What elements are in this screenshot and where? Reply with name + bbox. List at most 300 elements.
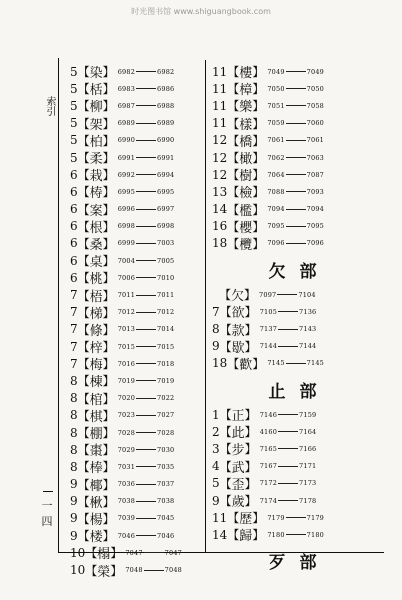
bracket-close: 】 bbox=[252, 202, 265, 217]
range-to: 7179 bbox=[306, 513, 325, 522]
entry-character: 楊 bbox=[89, 512, 103, 528]
entry-character: 歪 bbox=[231, 477, 245, 493]
range-to: 7030 bbox=[157, 445, 175, 454]
bracket-open: 【 bbox=[219, 476, 232, 491]
entry-range bbox=[260, 445, 317, 453]
entry-range bbox=[118, 119, 175, 127]
bracket-open: 【 bbox=[219, 425, 232, 440]
entry-range bbox=[267, 222, 324, 230]
entry-character: 樟 bbox=[239, 83, 253, 99]
range-leader bbox=[136, 398, 156, 399]
stroke-count: 11 bbox=[212, 81, 228, 96]
stroke-count: 5 bbox=[70, 133, 78, 148]
range-from: 7165 bbox=[259, 444, 278, 453]
index-entry bbox=[70, 166, 202, 183]
entry-character: 歇 bbox=[231, 340, 245, 356]
bracket-close: 】 bbox=[244, 494, 257, 509]
bracket-close: 】 bbox=[110, 546, 123, 561]
range-leader bbox=[278, 431, 298, 432]
index-entry bbox=[70, 493, 202, 510]
range-from: 7167 bbox=[259, 462, 278, 471]
range-from: 7029 bbox=[117, 445, 136, 454]
entry-range bbox=[260, 411, 317, 419]
entry-character: 棗 bbox=[89, 444, 103, 460]
stroke-count: 5 bbox=[70, 98, 78, 113]
entry-character: 檢 bbox=[239, 186, 253, 202]
range-from: 7097 bbox=[259, 290, 277, 299]
range-from: 6982 bbox=[117, 67, 136, 76]
index-entry bbox=[212, 440, 377, 457]
entry-range bbox=[118, 85, 175, 93]
bracket-close: 】 bbox=[102, 408, 115, 423]
bracket-open: 【 bbox=[77, 477, 90, 492]
stroke-count: 11 bbox=[212, 64, 228, 79]
index-entry bbox=[212, 235, 377, 252]
bracket-close: 】 bbox=[244, 305, 257, 320]
range-leader bbox=[136, 380, 156, 381]
bracket-close: 】 bbox=[102, 288, 115, 303]
bracket-close: 】 bbox=[244, 425, 257, 440]
index-entry bbox=[70, 286, 202, 303]
range-to: 6994 bbox=[157, 170, 175, 179]
range-from: 7179 bbox=[267, 513, 285, 522]
entry-character: 案 bbox=[89, 203, 103, 219]
page-number-rule bbox=[43, 491, 53, 492]
range-leader bbox=[136, 363, 156, 364]
range-from: 6989 bbox=[117, 119, 136, 128]
bracket-open: 【 bbox=[77, 305, 90, 320]
range-from: 7046 bbox=[117, 531, 136, 540]
range-to: 7048 bbox=[164, 566, 183, 575]
stroke-count: 18 bbox=[212, 356, 228, 371]
section-qian-entries bbox=[212, 286, 377, 372]
entry-range bbox=[118, 154, 175, 162]
entry-character: 架 bbox=[89, 117, 103, 133]
bracket-close: 】 bbox=[252, 65, 265, 80]
index-entry bbox=[212, 80, 377, 97]
entry-character: 歡 bbox=[239, 357, 253, 373]
index-entry bbox=[70, 338, 202, 355]
range-to: 7104 bbox=[298, 290, 316, 299]
section-heading-dai: 歹部 bbox=[268, 553, 331, 573]
entry-character: 棟 bbox=[89, 375, 103, 391]
entry-character: 栽 bbox=[89, 169, 103, 185]
range-from: 7096 bbox=[267, 239, 285, 248]
range-leader bbox=[136, 174, 156, 175]
entry-range bbox=[118, 239, 175, 247]
range-leader bbox=[286, 243, 306, 244]
entry-character: 梅 bbox=[89, 358, 103, 374]
index-entry bbox=[70, 218, 202, 235]
index-entry bbox=[70, 63, 202, 80]
range-from: 6992 bbox=[117, 170, 136, 179]
entry-character: 樣 bbox=[239, 117, 253, 133]
range-from: 6991 bbox=[117, 153, 136, 162]
range-from: 7004 bbox=[117, 256, 136, 265]
stroke-count: 8 bbox=[70, 408, 78, 423]
range-from: 6990 bbox=[117, 136, 136, 145]
index-entry bbox=[212, 303, 377, 320]
entry-character: 梓 bbox=[89, 341, 103, 357]
entry-character: 正 bbox=[231, 409, 245, 425]
entry-range bbox=[118, 411, 175, 419]
bracket-open: 【 bbox=[219, 305, 232, 320]
range-leader bbox=[136, 535, 156, 536]
index-entry bbox=[70, 252, 202, 269]
bracket-open: 【 bbox=[227, 99, 240, 114]
range-leader bbox=[136, 209, 156, 210]
entry-character: 棒 bbox=[89, 461, 103, 477]
bracket-open: 【 bbox=[227, 356, 240, 371]
entry-character: 桌 bbox=[89, 255, 103, 271]
range-to: 7047 bbox=[164, 548, 183, 557]
bracket-open: 【 bbox=[77, 443, 90, 458]
column-separator bbox=[205, 60, 206, 552]
range-to: 7136 bbox=[299, 307, 317, 316]
range-from: 7062 bbox=[267, 153, 285, 162]
bracket-close: 】 bbox=[102, 477, 115, 492]
range-leader bbox=[144, 570, 164, 571]
index-entry bbox=[212, 201, 377, 218]
entry-range bbox=[118, 102, 175, 110]
entry-range bbox=[118, 222, 175, 230]
range-from: 7048 bbox=[125, 566, 143, 575]
stroke-count: 7 bbox=[70, 356, 78, 371]
stroke-count: 9 bbox=[70, 494, 78, 509]
range-leader bbox=[136, 71, 156, 72]
range-leader bbox=[136, 449, 156, 450]
bracket-open: 【 bbox=[219, 322, 232, 337]
entry-character: 棋 bbox=[89, 409, 103, 425]
stroke-count: 7 bbox=[212, 304, 220, 319]
range-leader bbox=[278, 311, 298, 312]
index-entry bbox=[70, 355, 202, 372]
section-heading-qian: 欠部 bbox=[268, 261, 331, 282]
index-entry bbox=[212, 492, 377, 509]
bracket-open: 【 bbox=[219, 459, 232, 474]
range-to: 7018 bbox=[157, 359, 175, 368]
bracket-close: 】 bbox=[252, 236, 265, 251]
range-from: 7088 bbox=[267, 187, 285, 196]
stroke-count: 9 bbox=[70, 477, 78, 492]
bracket-open: 【 bbox=[219, 288, 232, 303]
bracket-close: 】 bbox=[102, 494, 115, 509]
index-entry bbox=[70, 527, 202, 544]
bracket-close: 】 bbox=[252, 99, 265, 114]
entry-range bbox=[267, 68, 324, 76]
bracket-close: 】 bbox=[244, 288, 257, 303]
entry-range bbox=[118, 360, 175, 368]
bracket-close: 】 bbox=[244, 442, 257, 457]
index-entry bbox=[212, 355, 377, 372]
index-entry bbox=[70, 183, 202, 200]
range-from: 7020 bbox=[117, 394, 136, 403]
entry-character: 樹 bbox=[239, 169, 253, 185]
entry-character: 柔 bbox=[89, 152, 103, 168]
bracket-close: 】 bbox=[102, 391, 115, 406]
range-to: 7145 bbox=[306, 359, 325, 368]
bracket-close: 】 bbox=[102, 82, 115, 97]
watermark: 时光图书馆 www.shiguangbook.com bbox=[131, 7, 271, 16]
stroke-count: 2 bbox=[212, 424, 220, 439]
range-to: 7063 bbox=[306, 153, 325, 162]
entry-range bbox=[267, 205, 324, 213]
entry-character: 橋 bbox=[239, 134, 253, 150]
range-to: 7166 bbox=[299, 444, 317, 453]
range-to: 7022 bbox=[157, 394, 175, 403]
bracket-open: 【 bbox=[77, 133, 90, 148]
range-leader bbox=[286, 71, 306, 72]
bracket-open: 【 bbox=[77, 340, 90, 355]
range-to: 7010 bbox=[157, 273, 175, 282]
bracket-open: 【 bbox=[227, 202, 240, 217]
range-to: 7180 bbox=[306, 530, 325, 539]
bracket-close: 】 bbox=[252, 528, 265, 543]
range-to: 7093 bbox=[306, 187, 325, 196]
bracket-open: 【 bbox=[77, 99, 90, 114]
index-entry bbox=[212, 286, 377, 303]
stroke-count: 13 bbox=[212, 184, 228, 199]
index-entry bbox=[212, 183, 377, 200]
range-to: 7038 bbox=[157, 497, 175, 506]
range-from: 7145 bbox=[267, 359, 285, 368]
bracket-open: 【 bbox=[77, 168, 90, 183]
range-to: 6989 bbox=[157, 119, 175, 128]
stroke-count: 6 bbox=[70, 219, 78, 234]
bracket-open: 【 bbox=[219, 442, 232, 457]
entry-range bbox=[118, 532, 175, 540]
stroke-count: 10 bbox=[70, 545, 86, 560]
stroke-count: 3 bbox=[212, 441, 220, 456]
index-entry bbox=[212, 475, 377, 492]
range-leader bbox=[136, 140, 156, 141]
range-from: 6987 bbox=[117, 101, 136, 110]
entry-range bbox=[118, 497, 175, 505]
entry-range bbox=[267, 154, 324, 162]
range-to: 6997 bbox=[157, 205, 175, 214]
entry-range bbox=[118, 171, 175, 179]
entry-range bbox=[118, 325, 175, 333]
bracket-close: 】 bbox=[252, 133, 265, 148]
index-entry bbox=[70, 544, 202, 561]
entry-character: 楼 bbox=[89, 530, 103, 546]
page-number-text: 一四 bbox=[41, 499, 53, 528]
entry-range bbox=[118, 136, 175, 144]
range-to: 7144 bbox=[299, 342, 317, 351]
bracket-close: 】 bbox=[102, 271, 115, 286]
range-to: 7027 bbox=[157, 411, 175, 420]
bracket-open: 【 bbox=[77, 374, 90, 389]
range-to: 7061 bbox=[306, 136, 325, 145]
entry-range bbox=[118, 377, 175, 385]
entry-character: 檻 bbox=[239, 203, 253, 219]
range-leader bbox=[136, 466, 156, 467]
entry-character: 根 bbox=[89, 220, 103, 236]
entry-range bbox=[267, 85, 324, 93]
range-from: 7006 bbox=[117, 273, 136, 282]
range-leader bbox=[136, 295, 156, 296]
stroke-count: 5 bbox=[70, 64, 78, 79]
range-to: 7087 bbox=[306, 170, 325, 179]
index-entry bbox=[212, 132, 377, 149]
bracket-open: 【 bbox=[227, 65, 240, 80]
bracket-open: 【 bbox=[85, 563, 98, 578]
index-entry bbox=[212, 63, 377, 80]
bracket-open: 【 bbox=[227, 151, 240, 166]
bracket-open: 【 bbox=[77, 357, 90, 372]
range-from: 7013 bbox=[117, 325, 136, 334]
range-to: 7164 bbox=[299, 427, 317, 436]
stroke-count: 8 bbox=[70, 425, 78, 440]
stroke-count: 14 bbox=[212, 527, 228, 542]
bracket-close: 】 bbox=[102, 219, 115, 234]
entry-range bbox=[118, 394, 175, 402]
range-to: 7171 bbox=[299, 462, 317, 471]
index-entry bbox=[70, 321, 202, 338]
side-label: 索引 bbox=[44, 96, 55, 116]
entry-character: 柳 bbox=[89, 100, 103, 116]
range-to: 7058 bbox=[306, 101, 325, 110]
stroke-count: 6 bbox=[70, 184, 78, 199]
range-to: 7173 bbox=[299, 479, 317, 488]
entry-range bbox=[259, 291, 316, 299]
index-entry bbox=[70, 476, 202, 493]
entry-range bbox=[118, 291, 175, 299]
range-from: 6999 bbox=[117, 239, 136, 248]
range-from: 7146 bbox=[259, 410, 278, 419]
stroke-count: 9 bbox=[212, 339, 220, 354]
entry-range bbox=[125, 549, 182, 557]
bracket-open: 【 bbox=[227, 133, 240, 148]
range-to: 6986 bbox=[157, 84, 175, 93]
stroke-count: 12 bbox=[212, 150, 228, 165]
bracket-close: 】 bbox=[252, 116, 265, 131]
range-from: 7172 bbox=[259, 479, 278, 488]
bracket-close: 】 bbox=[252, 168, 265, 183]
bracket-close: 】 bbox=[244, 322, 257, 337]
range-from: 6998 bbox=[117, 222, 136, 231]
bracket-close: 】 bbox=[102, 374, 115, 389]
range-to: 7049 bbox=[306, 67, 325, 76]
stroke-count: 11 bbox=[212, 116, 228, 131]
range-leader bbox=[136, 415, 156, 416]
bracket-close: 】 bbox=[102, 185, 115, 200]
range-leader bbox=[136, 277, 156, 278]
range-leader bbox=[286, 174, 306, 175]
bracket-open: 【 bbox=[77, 494, 90, 509]
range-leader bbox=[278, 329, 298, 330]
stroke-count: 8 bbox=[70, 442, 78, 457]
entry-range bbox=[260, 497, 317, 505]
stroke-count: 1 bbox=[212, 407, 220, 422]
entry-range bbox=[118, 429, 175, 437]
stroke-count: 7 bbox=[70, 288, 78, 303]
range-to: 7050 bbox=[306, 84, 325, 93]
index-entry bbox=[212, 406, 377, 423]
range-to: 7012 bbox=[157, 308, 175, 317]
entry-character: 染 bbox=[89, 66, 103, 82]
bracket-open: 【 bbox=[85, 546, 98, 561]
entry-range bbox=[118, 257, 175, 265]
index-entry bbox=[212, 509, 377, 526]
index-entry bbox=[212, 149, 377, 166]
entry-character: 楸 bbox=[89, 495, 103, 511]
bracket-open: 【 bbox=[77, 65, 90, 80]
range-to: 7159 bbox=[299, 410, 317, 419]
stroke-count: 8 bbox=[212, 322, 220, 337]
bracket-close: 】 bbox=[252, 151, 265, 166]
range-leader bbox=[286, 209, 306, 210]
index-entry bbox=[70, 407, 202, 424]
entry-character: 梼 bbox=[89, 186, 103, 202]
bracket-close: 】 bbox=[102, 168, 115, 183]
range-to: 7095 bbox=[306, 222, 325, 231]
bracket-close: 】 bbox=[102, 511, 115, 526]
range-leader bbox=[136, 191, 156, 192]
bracket-close: 】 bbox=[102, 99, 115, 114]
index-entry bbox=[70, 304, 202, 321]
range-leader bbox=[286, 88, 306, 89]
bracket-open: 【 bbox=[77, 529, 90, 544]
bracket-open: 【 bbox=[77, 426, 90, 441]
page-number bbox=[40, 497, 54, 529]
range-from: 7094 bbox=[267, 205, 285, 214]
bracket-close: 】 bbox=[102, 133, 115, 148]
entry-range bbox=[118, 480, 175, 488]
bracket-close: 】 bbox=[252, 82, 265, 97]
stroke-count: 7 bbox=[70, 322, 78, 337]
stroke-count: 16 bbox=[212, 219, 228, 234]
index-entry bbox=[212, 166, 377, 183]
range-leader bbox=[286, 226, 306, 227]
range-to: 7037 bbox=[157, 480, 175, 489]
range-leader bbox=[136, 346, 156, 347]
bracket-close: 】 bbox=[102, 305, 115, 320]
bracket-open: 【 bbox=[77, 82, 90, 97]
range-from: 6983 bbox=[117, 84, 136, 93]
stroke-count: 9 bbox=[212, 493, 220, 508]
stroke-count: 9 bbox=[70, 511, 78, 526]
bracket-close: 】 bbox=[102, 236, 115, 251]
range-to: 6991 bbox=[157, 153, 175, 162]
range-leader bbox=[136, 484, 156, 485]
index-entry bbox=[70, 80, 202, 97]
bracket-close: 】 bbox=[244, 408, 257, 423]
entry-character: 梯 bbox=[89, 306, 103, 322]
entry-range bbox=[118, 463, 175, 471]
bracket-open: 【 bbox=[219, 494, 232, 509]
index-entry bbox=[212, 97, 377, 114]
index-entry bbox=[70, 424, 202, 441]
bracket-open: 【 bbox=[77, 391, 90, 406]
bracket-close: 】 bbox=[102, 357, 115, 372]
range-from: 7059 bbox=[267, 119, 285, 128]
range-from: 7174 bbox=[259, 496, 278, 505]
stroke-count: 5 bbox=[212, 476, 220, 491]
stroke-count: 6 bbox=[70, 167, 78, 182]
range-leader bbox=[286, 191, 306, 192]
entry-range bbox=[260, 325, 317, 333]
range-leader bbox=[278, 500, 298, 501]
stroke-count: 11 bbox=[212, 98, 228, 113]
bracket-open: 【 bbox=[77, 511, 90, 526]
bracket-close: 】 bbox=[102, 340, 115, 355]
index-entry bbox=[70, 97, 202, 114]
entry-range bbox=[267, 531, 324, 539]
stroke-count: 11 bbox=[212, 510, 228, 525]
range-from: 6996 bbox=[117, 205, 136, 214]
bracket-open: 【 bbox=[227, 116, 240, 131]
